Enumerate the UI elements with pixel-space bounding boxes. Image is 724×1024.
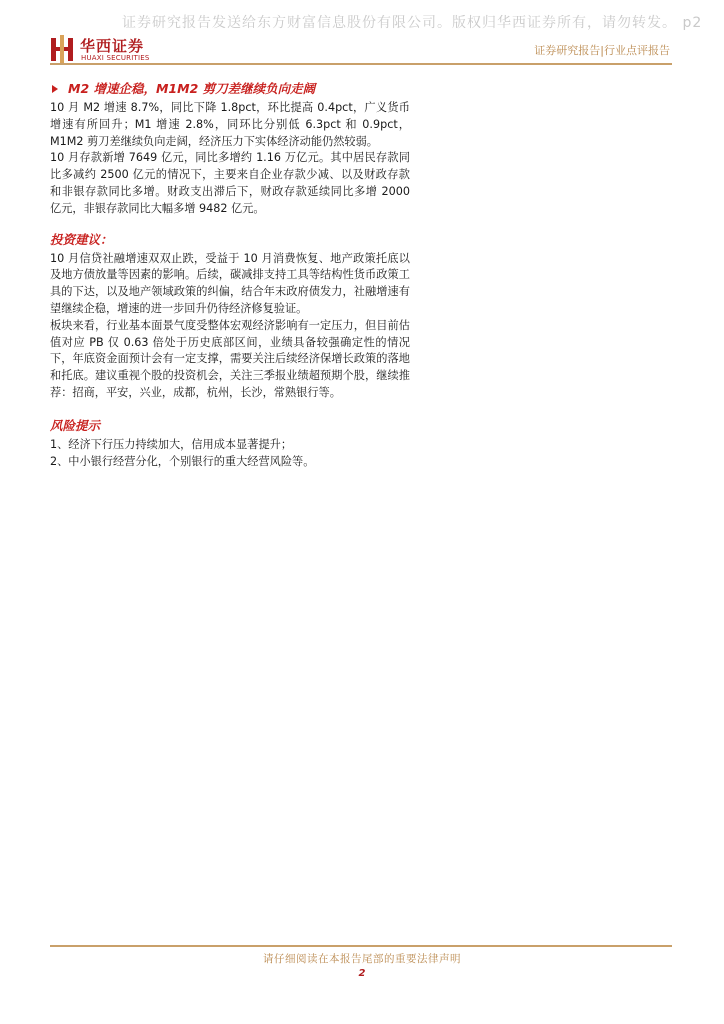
advice-section-title: 投资建议： <box>50 231 113 247</box>
footer-divider <box>50 945 672 947</box>
advice-paragraph-1: 10 月信贷社融增速双双止跌，受益于 10 月消费恢复、地产政策托底以及地方债放量等因素的影响。后续，碳减排支持工具等结构性货币政策工具的下达，以及地产领域政策的纠偏，结合年末政府债发力，社融增速有望继续企稳，增速的进一步回升仍待经济修复验证。 <box>50 251 410 315</box>
watermark-text: 证券研究报告发送给东方财富信息股份有限公司。版权归华西证券所有，请勿转发。 p2 <box>122 15 703 31</box>
risk-item-2: 2、中小银行经营分化，个别银行的重大经营风险等。 <box>50 454 315 468</box>
report-body <box>50 80 410 470</box>
report-type-label: 证券研究报告|行业点评报告 <box>534 44 670 57</box>
m2-section-title: M2 增速企稳，M1M2 剪刀差继续负向走阔 <box>68 81 316 96</box>
m2-paragraph-2: 10 月存款新增 7649 亿元，同比多增约 1.16 万亿元。其中居民存款同比多减约 2500 亿元的情况下，主要来自企业存款少减、以及财政存款和非银存款同比多增。财政支出滞后下，财政存款延续同比多增 2000 亿元，非银存款同比大幅多增 9482 亿元。 <box>50 151 410 215</box>
m2-section-heading <box>50 80 410 98</box>
risk-section-title: 风险提示 <box>50 417 101 433</box>
triangle-bullet-icon <box>52 85 58 93</box>
huaxi-logo-icon <box>50 35 74 63</box>
header-divider <box>50 63 672 65</box>
risk-item-1: 1、经济下行压力持续加大，信用成本显著提升； <box>50 437 293 451</box>
legal-notice: 请仔细阅读在本报告尾部的重要法律声明 <box>263 953 461 965</box>
logo-chinese-name: 华西证券 <box>80 37 145 55</box>
page-number: 2 <box>358 968 366 979</box>
logo-english-name: HUAXI SECURITIES <box>81 54 150 62</box>
advice-paragraph-2: 板块来看，行业基本面景气度受整体宏观经济影响有一定压力，但目前估值对应 PB 仅 0.63 倍处于历史底部区间，业绩具备较强确定性的情况下，年底资金面预计会有一定支撑，需要关注后续经济保增长政策的落地和托底。建议重视个股的投资机会，关注三季报业绩超预期个股，继续推荐：招商，平安，兴业，成都，杭州，长沙，常熟银行等。 <box>50 318 410 399</box>
m2-paragraph-1: 10 月 M2 增速 8.7%，同比下降 1.8pct，环比提高 0.4pct，广义货币增速有所回升；M1 增速 2.8%，同环比分别低 6.3pct 和 0.9pct，M1M2 剪刀差继续负向走阔，经济压力下实体经济动能仍然较弱。 <box>50 101 410 148</box>
